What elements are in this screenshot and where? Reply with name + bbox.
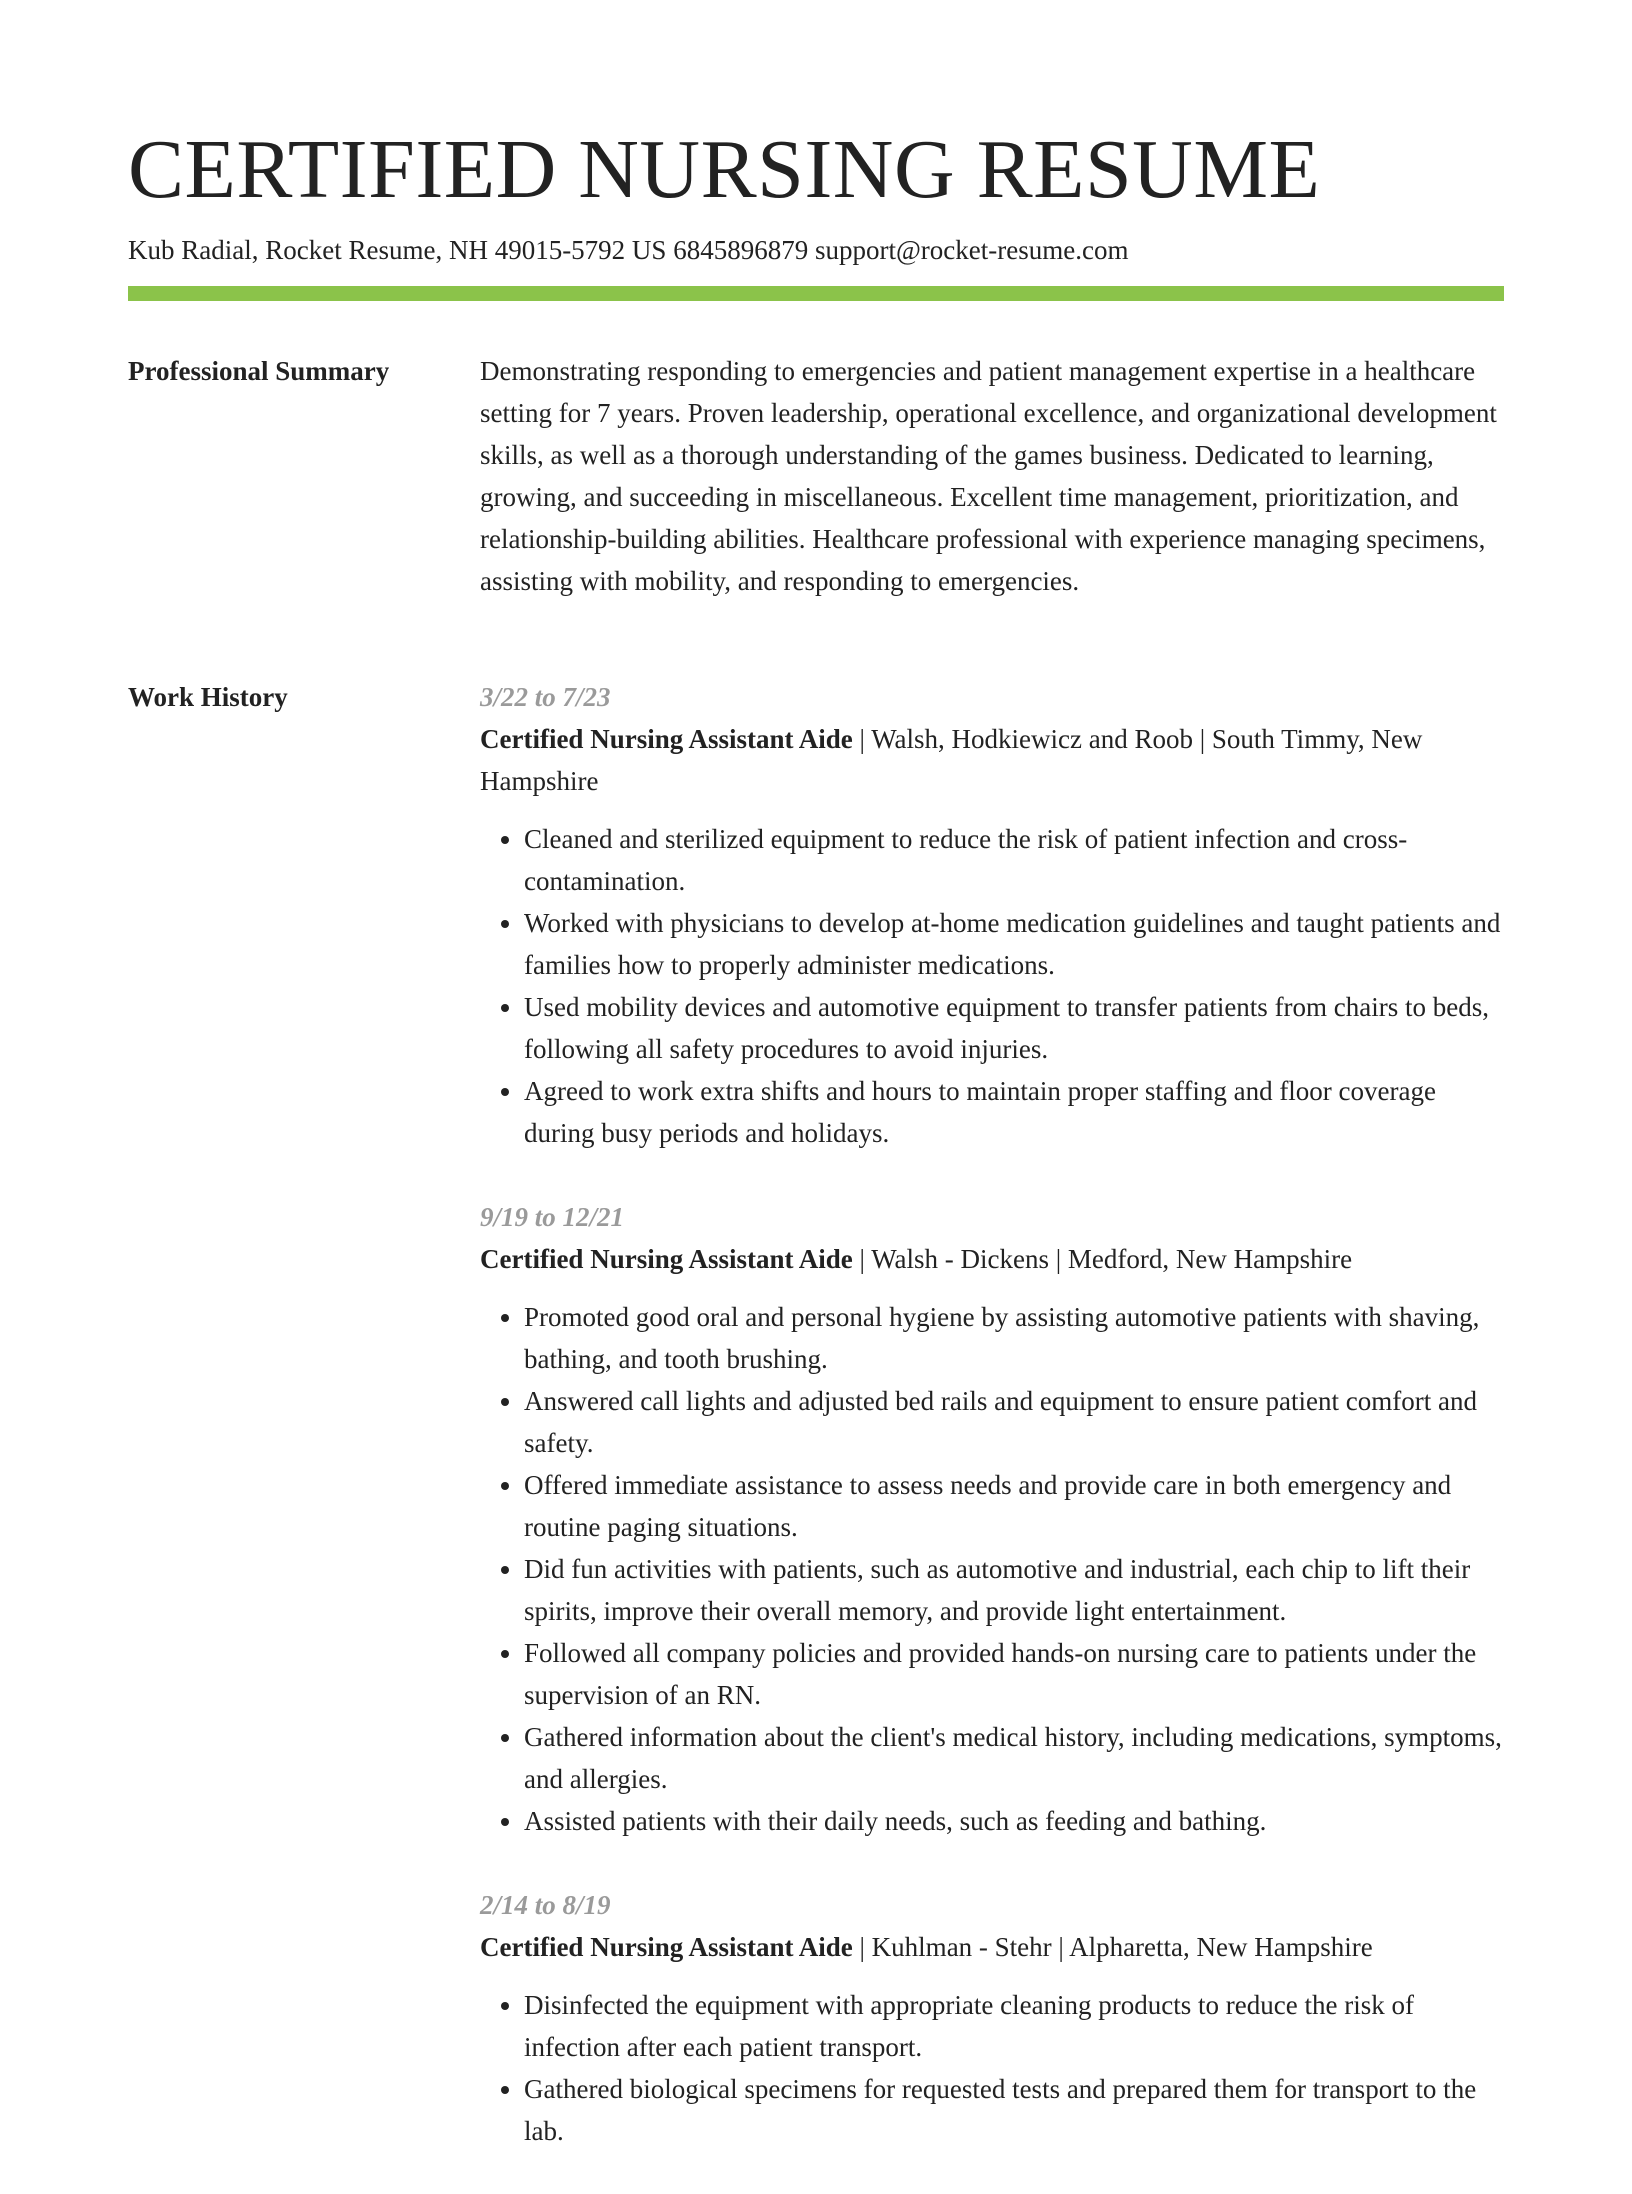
job-bullet: • Cleaned and sterilized equipment to reduce the risk of patient infection and cross-contamination. <box>524 818 1504 902</box>
job-bullet: • Promoted good oral and personal hygiene by assisting automotive patients with shaving, bathing, and tooth brushing. <box>524 1296 1504 1380</box>
job-bullet: • Offered immediate assistance to assess needs and provide care in both emergency and routine paging situations. <box>524 1464 1504 1548</box>
job-bullets <box>480 1296 1504 1842</box>
job-bullets <box>480 818 1504 1154</box>
job-bullet: • Followed all company policies and provided hands-on nursing care to patients under the supervision of an RN. <box>524 1632 1504 1716</box>
job-entry <box>480 1196 1504 1842</box>
job-entry <box>480 676 1504 1154</box>
accent-divider <box>128 286 1504 301</box>
job-bullet: • Agreed to work extra shifts and hours to maintain proper staffing and floor coverage during busy periods and holidays. <box>524 1070 1504 1154</box>
job-list <box>480 676 1504 2194</box>
job-details: | Walsh - Dickens | Medford, New Hampshire <box>852 1244 1353 1274</box>
job-heading <box>480 1238 1504 1280</box>
summary-text: Demonstrating responding to emergencies and patient management expertise in a healthcare setting for 7 years. Proven leadership, operational excellence, and organizational development skills, as well as a thorough understanding of the games business. Dedicated to learning, growing, and succeeding in miscellaneous. Excellent time management, prioritization, and relationship-building abilities. Healthcare professional with experience managing specimens, assisting with mobility, and responding to emergencies. <box>480 356 1497 596</box>
job-heading <box>480 718 1504 802</box>
job-details: | Kuhlman - Stehr | Alpharetta, New Hampshire <box>852 1932 1373 1962</box>
job-bullet: • Gathered information about the client's medical history, including medications, symptoms, and allergies. <box>524 1716 1504 1800</box>
resume-title: CERTIFIED NURSING RESUME <box>128 123 1321 216</box>
job-details: | Walsh, Hodkiewicz and Roob | South Timmy, New Hampshire <box>480 724 1423 796</box>
contact-line: Kub Radial, Rocket Resume, NH 49015-5792 US 6845896879 support@rocket-resume.com <box>128 235 1129 265</box>
job-bullet: • Did fun activities with patients, such as automotive and industrial, each chip to lift their spirits, improve their overall memory, and provide light entertainment. <box>524 1548 1504 1632</box>
job-bullet: • Used mobility devices and automotive equipment to transfer patients from chairs to beds, following all safety procedures to avoid injuries. <box>524 986 1504 1070</box>
job-bullet: • Worked with physicians to develop at-home medication guidelines and taught patients and families how to properly administer medications. <box>524 902 1504 986</box>
work-history-heading: Work History <box>128 682 288 712</box>
job-dates: 9/19 to 12/21 <box>480 1202 625 1232</box>
job-title: Certified Nursing Assistant Aide <box>480 724 853 754</box>
job-dates: 2/14 to 8/19 <box>480 1890 611 1920</box>
job-bullet: • Assisted patients with their daily needs, such as feeding and bathing. <box>524 1800 1504 1842</box>
job-title: Certified Nursing Assistant Aide <box>480 1932 853 1962</box>
job-bullets <box>480 1984 1504 2152</box>
job-bullet: • Disinfected the equipment with appropriate cleaning products to reduce the risk of infection after each patient transport. <box>524 1984 1504 2068</box>
summary-heading: Professional Summary <box>128 356 390 386</box>
job-bullet: • Answered call lights and adjusted bed rails and equipment to ensure patient comfort and safety. <box>524 1380 1504 1464</box>
job-bullet: • Gathered biological specimens for requested tests and prepared them for transport to the lab. <box>524 2068 1504 2152</box>
job-heading <box>480 1926 1504 1968</box>
job-title: Certified Nursing Assistant Aide <box>480 1244 853 1274</box>
job-dates: 3/22 to 7/23 <box>480 682 611 712</box>
